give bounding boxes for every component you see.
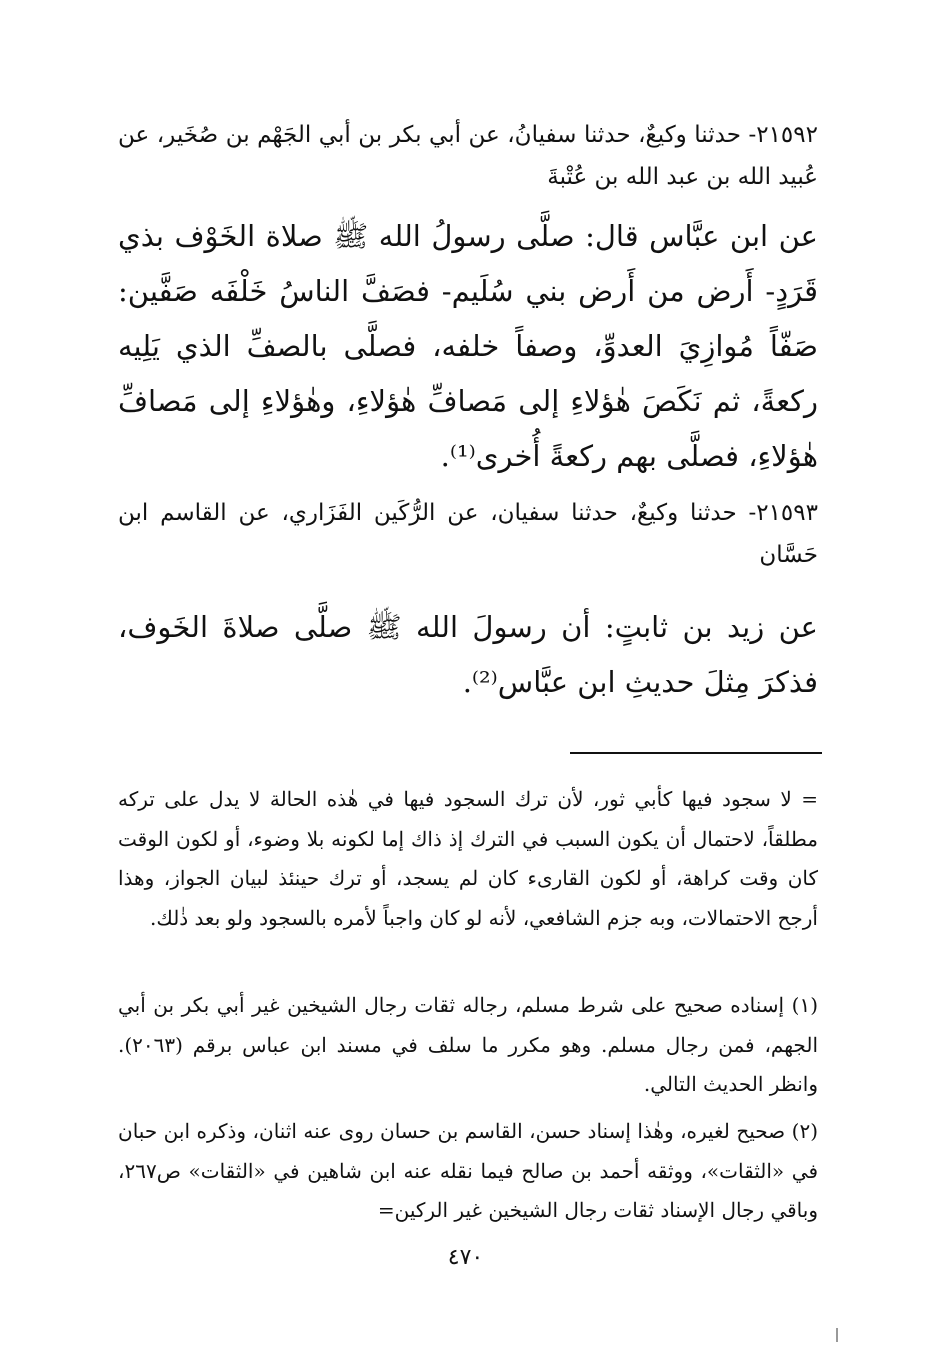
page-number: ٤٧٠ xyxy=(447,1245,484,1270)
footnote-1: (١) إسناده صحيح على شرط مسلم، رجاله ثقات رجال الشيخين غير أبي بكر بن أبي الجهم، فمن رجال مسلم. وهو مكرر ما سلف في مسند ابن عباس برقم (٢٠٦٣). وانظر الحديث التالي. xyxy=(118,993,818,1096)
hadith-21593-matn: عن زيد بن ثابتٍ: أن رسولَ الله ﷺ صلَّى صلاةَ الخَوف، فذكرَ مِثلَ حديثِ ابن عبَّاس⁽²⁾. xyxy=(118,610,818,699)
hadith-21593-isnad: ٢١٥٩٣- حدثنا وكيعٌ، حدثنا سفيان، عن الرُّكَين الفَزَاري، عن القاسم ابن حَسَّان xyxy=(118,500,818,568)
footnote-2: (٢) صحيح لغيره، وهٰذا إسناد حسن، القاسم بن حسان روى عنه اثنان، وذكره ابن حبان في «الثقات»، ووثقه أحمد بن صالح فيما نقله عنه ابن شاهين في «الثقات» ص٢٦٧، وباقي رجال الإسناد ثقات رجال الشيخين غير الركين= xyxy=(118,1119,819,1222)
footnote-separator xyxy=(570,752,822,754)
hadith-21592-isnad: ٢١٥٩٢- حدثنا وكيعٌ، حدثنا سفيانُ، عن أبي بكر بن أبي الجَهْم بن صُخَير، عن عُبيد الله بن عبد الله بن عُتْبةَ xyxy=(118,122,818,190)
scan-mark xyxy=(836,1328,838,1342)
footnote-continuation: = لا سجود فيها كأبي ثور، لأن ترك السجود فيها في هٰذه الحالة لا يدل على تركه مطلقاً، لاحتمال أن يكون السبب في الترك إذ ذاك إما لكونه بلا وضوء، أو لكون الوقت كان وقت كراهة، أو لكون القارىء كان لم يسجد، أو ترك حينئذ لبيان الجواز، وهذا أرجح الاحتمالات، وبه جزم الشافعي، لأنه لو كان واجباً لأمره بالسجود ولو بعد ذٰلك. xyxy=(118,787,818,930)
hadith-21592-matn: عن ابن عبَّاس قال: صلَّى رسولُ الله ﷺ صلاة الخَوْف بذي قَرَدٍ- أَرض من أَرض بني سُلَيم- فصَفَّ الناسُ خَلْفَه صَفَّين: صَفّاً مُوازِيَ العدوِّ، وصفاً خلفه، فصلَّى بالصفِّ الذي يَلِيه ركعةً، ثم نَكَصَ هٰؤلاءِ إلى مَصافِّ هٰؤلاءِ، وهٰؤلاءِ إلى مَصافِّ هٰؤلاءِ، فصلَّى بهم ركعةً أُخرى⁽¹⁾. xyxy=(118,219,818,473)
